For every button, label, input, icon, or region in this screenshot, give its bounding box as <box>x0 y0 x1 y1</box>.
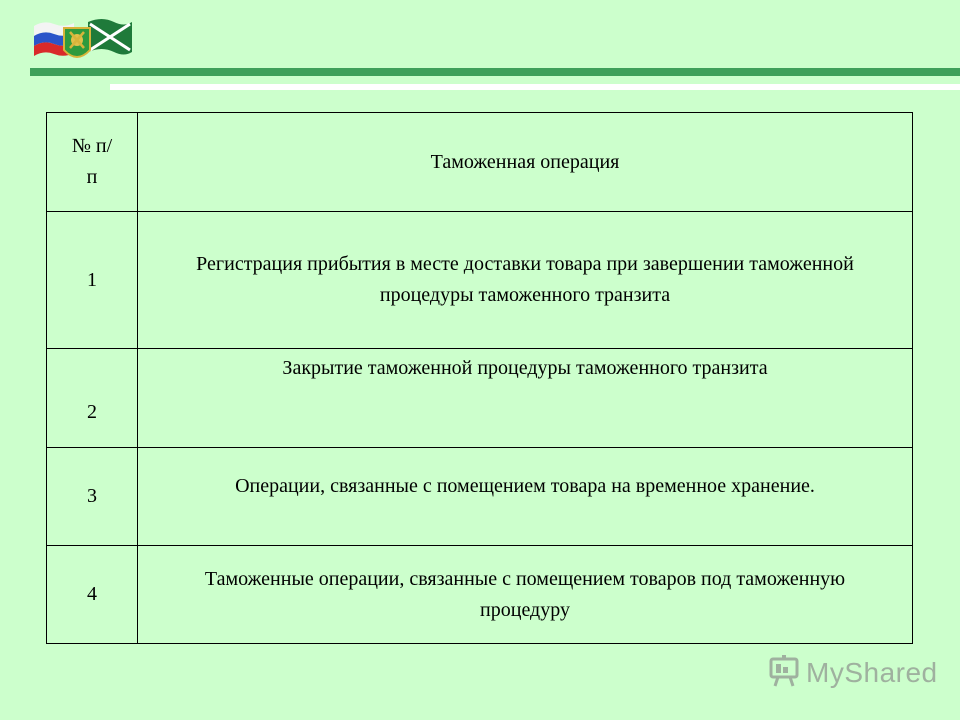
table-header-row <box>47 113 913 212</box>
row-operation-cell: Закрытие таможенной процедуры таможенного транзита <box>138 349 913 448</box>
row-operation-cell: Регистрация прибытия в месте доставки товара при завершении таможенной процедуры таможенного транзита <box>138 212 913 349</box>
customs-flags-emblem-icon <box>30 14 135 68</box>
customs-operations-table <box>46 112 913 644</box>
table-row <box>47 212 913 349</box>
table-row <box>47 349 913 448</box>
row-operation-cell: Таможенные операции, связанные с помещением товаров под таможенную процедуру <box>138 546 913 644</box>
row-number-cell: 4 <box>47 546 138 644</box>
presentation-board-icon <box>768 654 802 693</box>
row-number-cell: 3 <box>47 448 138 546</box>
watermark <box>768 656 938 690</box>
header-divider-light-bar <box>110 84 960 90</box>
row-number-cell: 2 <box>47 349 138 448</box>
table-row <box>47 448 913 546</box>
header-number-cell: № п/п <box>47 113 138 212</box>
row-operation-cell: Операции, связанные с помещением товара на временное хранение. <box>138 448 913 546</box>
watermark-text: MyShared <box>806 657 938 688</box>
row-number-cell: 1 <box>47 212 138 349</box>
table-row <box>47 546 913 644</box>
header-divider-bar <box>30 68 960 76</box>
header-operation-cell: Таможенная операция <box>138 113 913 212</box>
